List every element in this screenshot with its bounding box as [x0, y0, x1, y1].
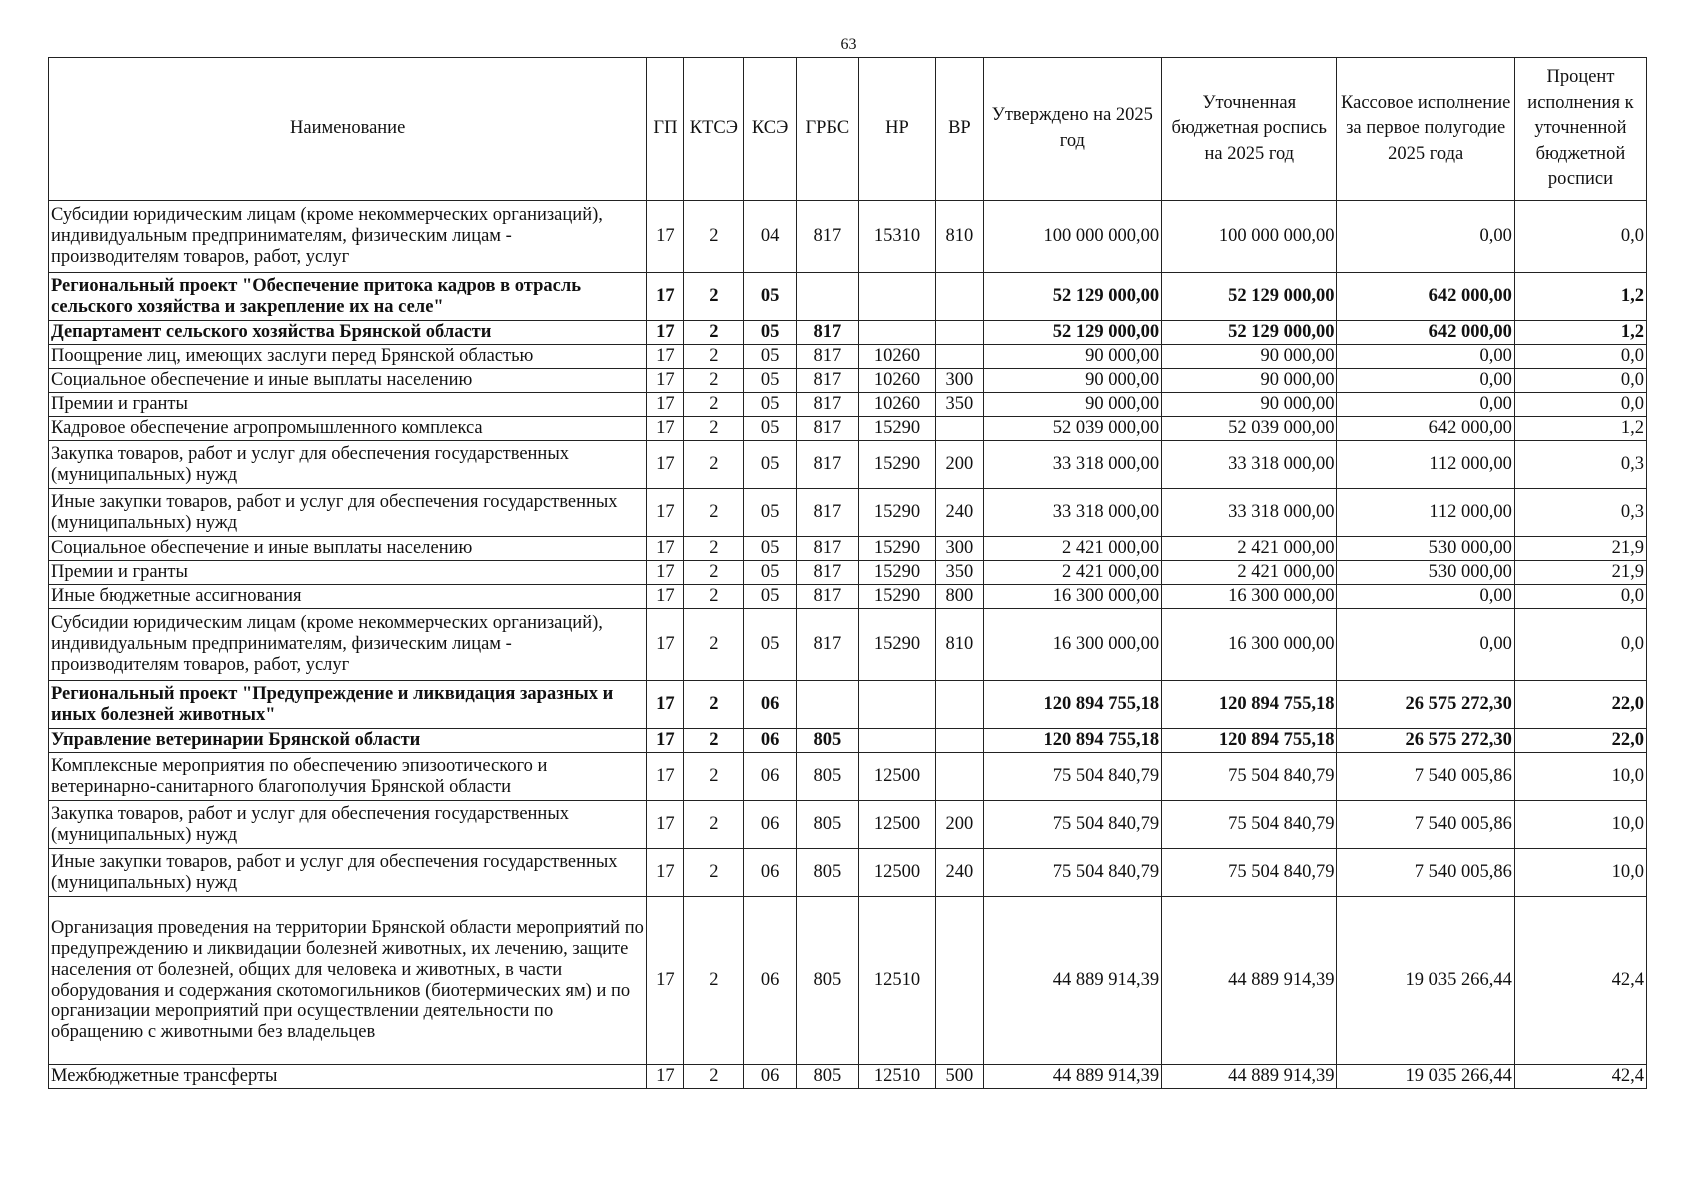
table-row — [49, 201, 1647, 273]
cell-name: Иные закупки товаров, работ и услуг для обеспечения государственных (муниципальных) нужд — [49, 489, 647, 537]
cell-percent: 22,0 — [1514, 681, 1646, 729]
table-row — [49, 585, 1647, 609]
cell-vr — [936, 273, 983, 321]
cell-cash: 530 000,00 — [1337, 561, 1514, 585]
cell-kse: 05 — [744, 609, 797, 681]
cell-refined: 44 889 914,39 — [1162, 897, 1337, 1065]
cell-cash: 0,00 — [1337, 585, 1514, 609]
cell-percent: 0,0 — [1514, 393, 1646, 417]
column-header-percent: Процент исполнения к уточненной бюджетной росписи — [1514, 58, 1646, 201]
cell-ktse: 2 — [684, 441, 744, 489]
cell-kse: 06 — [744, 681, 797, 729]
column-header-np: НР — [858, 58, 935, 201]
cell-percent: 10,0 — [1514, 753, 1646, 801]
table-row — [49, 489, 1647, 537]
cell-gp: 17 — [647, 753, 684, 801]
cell-refined: 52 129 000,00 — [1162, 273, 1337, 321]
cell-cash: 0,00 — [1337, 345, 1514, 369]
cell-approved: 75 504 840,79 — [983, 753, 1161, 801]
cell-grbs: 817 — [796, 609, 858, 681]
cell-grbs: 817 — [796, 345, 858, 369]
cell-gp: 17 — [647, 441, 684, 489]
table-body — [49, 201, 1647, 1089]
cell-approved: 120 894 755,18 — [983, 729, 1161, 753]
cell-name: Управление ветеринарии Брянской области — [49, 729, 647, 753]
cell-cash: 19 035 266,44 — [1337, 897, 1514, 1065]
cell-percent: 1,2 — [1514, 417, 1646, 441]
cell-gp: 17 — [647, 801, 684, 849]
cell-name: Поощрение лиц, имеющих заслуги перед Брянской областью — [49, 345, 647, 369]
cell-cash: 26 575 272,30 — [1337, 729, 1514, 753]
cell-kse: 05 — [744, 417, 797, 441]
cell-ktse: 2 — [684, 897, 744, 1065]
cell-name: Комплексные мероприятия по обеспечению эпизоотического и ветеринарно-санитарного благополучия Брянской области — [49, 753, 647, 801]
cell-percent: 1,2 — [1514, 273, 1646, 321]
cell-name: Региональный проект "Предупреждение и ликвидация заразных и иных болезней животных" — [49, 681, 647, 729]
cell-ktse: 2 — [684, 489, 744, 537]
cell-approved: 2 421 000,00 — [983, 537, 1161, 561]
cell-ktse: 2 — [684, 561, 744, 585]
cell-name: Иные бюджетные ассигнования — [49, 585, 647, 609]
column-header-name: Наименование — [49, 58, 647, 201]
cell-refined: 75 504 840,79 — [1162, 849, 1337, 897]
cell-vr: 200 — [936, 441, 983, 489]
cell-name: Кадровое обеспечение агропромышленного комплекса — [49, 417, 647, 441]
cell-grbs: 805 — [796, 729, 858, 753]
cell-name: Закупка товаров, работ и услуг для обеспечения государственных (муниципальных) нужд — [49, 441, 647, 489]
cell-percent: 1,2 — [1514, 321, 1646, 345]
cell-ktse: 2 — [684, 849, 744, 897]
cell-ktse: 2 — [684, 393, 744, 417]
cell-np: 15290 — [858, 585, 935, 609]
cell-refined: 52 039 000,00 — [1162, 417, 1337, 441]
cell-np — [858, 681, 935, 729]
cell-np: 15310 — [858, 201, 935, 273]
cell-percent: 0,0 — [1514, 609, 1646, 681]
cell-kse: 04 — [744, 201, 797, 273]
cell-grbs: 817 — [796, 441, 858, 489]
table-row — [49, 321, 1647, 345]
cell-vr — [936, 417, 983, 441]
cell-cash: 0,00 — [1337, 393, 1514, 417]
cell-kse: 05 — [744, 537, 797, 561]
cell-np — [858, 321, 935, 345]
table-row — [49, 897, 1647, 1065]
cell-cash: 26 575 272,30 — [1337, 681, 1514, 729]
cell-approved: 52 039 000,00 — [983, 417, 1161, 441]
cell-refined: 2 421 000,00 — [1162, 537, 1337, 561]
cell-name: Региональный проект "Обеспечение притока кадров в отрасль сельского хозяйства и закрепление их на селе" — [49, 273, 647, 321]
cell-name: Департамент сельского хозяйства Брянской области — [49, 321, 647, 345]
cell-np: 15290 — [858, 537, 935, 561]
cell-grbs — [796, 273, 858, 321]
table-row — [49, 1065, 1647, 1089]
cell-grbs: 817 — [796, 537, 858, 561]
cell-refined: 16 300 000,00 — [1162, 609, 1337, 681]
cell-np: 12500 — [858, 849, 935, 897]
cell-gp: 17 — [647, 897, 684, 1065]
cell-percent: 22,0 — [1514, 729, 1646, 753]
cell-kse: 06 — [744, 801, 797, 849]
cell-vr: 800 — [936, 585, 983, 609]
cell-kse: 06 — [744, 753, 797, 801]
cell-approved: 16 300 000,00 — [983, 609, 1161, 681]
cell-np: 12510 — [858, 1065, 935, 1089]
cell-kse: 05 — [744, 393, 797, 417]
cell-refined: 120 894 755,18 — [1162, 729, 1337, 753]
cell-name: Иные закупки товаров, работ и услуг для обеспечения государственных (муниципальных) нужд — [49, 849, 647, 897]
cell-refined: 2 421 000,00 — [1162, 561, 1337, 585]
cell-gp: 17 — [647, 849, 684, 897]
cell-name: Закупка товаров, работ и услуг для обеспечения государственных (муниципальных) нужд — [49, 801, 647, 849]
cell-grbs: 805 — [796, 753, 858, 801]
column-header-approved: Утверждено на 2025 год — [983, 58, 1161, 201]
cell-refined: 90 000,00 — [1162, 369, 1337, 393]
cell-kse: 05 — [744, 489, 797, 537]
cell-gp: 17 — [647, 201, 684, 273]
cell-approved: 44 889 914,39 — [983, 897, 1161, 1065]
cell-grbs: 817 — [796, 489, 858, 537]
cell-gp: 17 — [647, 585, 684, 609]
cell-cash: 642 000,00 — [1337, 321, 1514, 345]
cell-grbs: 817 — [796, 585, 858, 609]
cell-approved: 100 000 000,00 — [983, 201, 1161, 273]
cell-name: Премии и гранты — [49, 393, 647, 417]
cell-ktse: 2 — [684, 321, 744, 345]
cell-grbs: 805 — [796, 849, 858, 897]
table-row — [49, 273, 1647, 321]
cell-refined: 90 000,00 — [1162, 393, 1337, 417]
cell-kse: 05 — [744, 441, 797, 489]
cell-np: 15290 — [858, 561, 935, 585]
cell-approved: 33 318 000,00 — [983, 489, 1161, 537]
cell-vr: 810 — [936, 609, 983, 681]
cell-vr — [936, 729, 983, 753]
cell-ktse: 2 — [684, 585, 744, 609]
cell-vr: 240 — [936, 849, 983, 897]
cell-grbs: 805 — [796, 801, 858, 849]
cell-ktse: 2 — [684, 417, 744, 441]
table-row — [49, 609, 1647, 681]
table-header-row — [49, 58, 1647, 201]
cell-approved: 44 889 914,39 — [983, 1065, 1161, 1089]
cell-cash: 7 540 005,86 — [1337, 753, 1514, 801]
cell-np: 10260 — [858, 345, 935, 369]
cell-vr — [936, 321, 983, 345]
cell-name: Субсидии юридическим лицам (кроме некоммерческих организаций), индивидуальным предпринимателям, физическим лицам - производителям товаров, работ, услуг — [49, 201, 647, 273]
column-header-refined: Уточненная бюджетная роспись на 2025 год — [1162, 58, 1337, 201]
cell-ktse: 2 — [684, 609, 744, 681]
cell-percent: 42,4 — [1514, 897, 1646, 1065]
cell-cash: 7 540 005,86 — [1337, 801, 1514, 849]
cell-grbs: 817 — [796, 393, 858, 417]
cell-ktse: 2 — [684, 201, 744, 273]
cell-ktse: 2 — [684, 369, 744, 393]
cell-kse: 06 — [744, 729, 797, 753]
cell-name: Организация проведения на территории Брянской области мероприятий по предупреждению и ликвидации болезней животных, их лечению, защите населения от болезней, общих для человека и животных, в части оборудования и содержания скотомогильников (биотермических ям) и по организации мероприятий при осуществлении деятельности по обращению с животными без владельцев — [49, 897, 647, 1065]
table-row — [49, 681, 1647, 729]
cell-vr: 240 — [936, 489, 983, 537]
column-header-ktse: КТСЭ — [684, 58, 744, 201]
cell-gp: 17 — [647, 729, 684, 753]
cell-gp: 17 — [647, 537, 684, 561]
table-row — [49, 345, 1647, 369]
cell-grbs — [796, 681, 858, 729]
cell-approved: 16 300 000,00 — [983, 585, 1161, 609]
cell-percent: 0,0 — [1514, 201, 1646, 273]
cell-gp: 17 — [647, 681, 684, 729]
cell-vr: 200 — [936, 801, 983, 849]
cell-np: 10260 — [858, 369, 935, 393]
column-header-grbs: ГРБС — [796, 58, 858, 201]
cell-vr: 810 — [936, 201, 983, 273]
cell-cash: 0,00 — [1337, 369, 1514, 393]
cell-kse: 05 — [744, 345, 797, 369]
cell-kse: 06 — [744, 849, 797, 897]
cell-np: 12500 — [858, 801, 935, 849]
cell-ktse: 2 — [684, 801, 744, 849]
cell-name: Субсидии юридическим лицам (кроме некоммерческих организаций), индивидуальным предпринимателям, физическим лицам - производителям товаров, работ, услуг — [49, 609, 647, 681]
table-row — [49, 369, 1647, 393]
cell-approved: 33 318 000,00 — [983, 441, 1161, 489]
cell-ktse: 2 — [684, 753, 744, 801]
cell-kse: 05 — [744, 369, 797, 393]
table-row — [49, 417, 1647, 441]
cell-percent: 21,9 — [1514, 537, 1646, 561]
cell-grbs: 817 — [796, 417, 858, 441]
cell-refined: 33 318 000,00 — [1162, 489, 1337, 537]
cell-np: 15290 — [858, 417, 935, 441]
table-row — [49, 441, 1647, 489]
column-header-kse: КСЭ — [744, 58, 797, 201]
cell-cash: 642 000,00 — [1337, 417, 1514, 441]
cell-refined: 90 000,00 — [1162, 345, 1337, 369]
cell-percent: 0,0 — [1514, 585, 1646, 609]
cell-percent: 0,0 — [1514, 369, 1646, 393]
cell-gp: 17 — [647, 561, 684, 585]
cell-percent: 0,0 — [1514, 345, 1646, 369]
cell-ktse: 2 — [684, 345, 744, 369]
cell-percent: 0,3 — [1514, 489, 1646, 537]
cell-refined: 16 300 000,00 — [1162, 585, 1337, 609]
cell-np: 12500 — [858, 753, 935, 801]
cell-kse: 05 — [744, 585, 797, 609]
cell-percent: 0,3 — [1514, 441, 1646, 489]
cell-grbs: 805 — [796, 897, 858, 1065]
table-row — [49, 753, 1647, 801]
cell-name: Социальное обеспечение и иные выплаты населению — [49, 369, 647, 393]
cell-np: 15290 — [858, 489, 935, 537]
cell-grbs: 817 — [796, 321, 858, 345]
cell-percent: 42,4 — [1514, 1065, 1646, 1089]
cell-gp: 17 — [647, 369, 684, 393]
cell-grbs: 817 — [796, 561, 858, 585]
cell-cash: 112 000,00 — [1337, 441, 1514, 489]
cell-gp: 17 — [647, 609, 684, 681]
cell-approved: 2 421 000,00 — [983, 561, 1161, 585]
cell-kse: 06 — [744, 897, 797, 1065]
cell-refined: 120 894 755,18 — [1162, 681, 1337, 729]
cell-grbs: 817 — [796, 201, 858, 273]
cell-cash: 642 000,00 — [1337, 273, 1514, 321]
cell-refined: 33 318 000,00 — [1162, 441, 1337, 489]
cell-name: Межбюджетные трансферты — [49, 1065, 647, 1089]
cell-ktse: 2 — [684, 681, 744, 729]
cell-vr: 350 — [936, 393, 983, 417]
cell-approved: 52 129 000,00 — [983, 273, 1161, 321]
table-row — [49, 849, 1647, 897]
cell-cash: 530 000,00 — [1337, 537, 1514, 561]
cell-np: 15290 — [858, 441, 935, 489]
cell-refined: 75 504 840,79 — [1162, 801, 1337, 849]
cell-gp: 17 — [647, 1065, 684, 1089]
cell-gp: 17 — [647, 273, 684, 321]
budget-table — [48, 57, 1647, 1089]
cell-np — [858, 729, 935, 753]
cell-vr: 300 — [936, 369, 983, 393]
cell-vr: 500 — [936, 1065, 983, 1089]
cell-ktse: 2 — [684, 729, 744, 753]
cell-ktse: 2 — [684, 273, 744, 321]
cell-cash: 0,00 — [1337, 201, 1514, 273]
cell-kse: 05 — [744, 321, 797, 345]
page-number: 63 — [840, 36, 857, 53]
cell-cash: 0,00 — [1337, 609, 1514, 681]
cell-grbs: 817 — [796, 369, 858, 393]
cell-vr — [936, 681, 983, 729]
cell-refined: 100 000 000,00 — [1162, 201, 1337, 273]
cell-approved: 75 504 840,79 — [983, 849, 1161, 897]
table-row — [49, 729, 1647, 753]
cell-kse: 06 — [744, 1065, 797, 1089]
cell-approved: 52 129 000,00 — [983, 321, 1161, 345]
column-header-vr: ВР — [936, 58, 983, 201]
table-row — [49, 561, 1647, 585]
cell-gp: 17 — [647, 321, 684, 345]
cell-gp: 17 — [647, 393, 684, 417]
cell-vr — [936, 753, 983, 801]
column-header-cash: Кассовое исполнение за первое полугодие 2025 года — [1337, 58, 1514, 201]
cell-gp: 17 — [647, 345, 684, 369]
cell-ktse: 2 — [684, 1065, 744, 1089]
cell-grbs: 805 — [796, 1065, 858, 1089]
cell-vr: 350 — [936, 561, 983, 585]
cell-cash: 112 000,00 — [1337, 489, 1514, 537]
cell-np: 12510 — [858, 897, 935, 1065]
cell-cash: 7 540 005,86 — [1337, 849, 1514, 897]
cell-approved: 90 000,00 — [983, 345, 1161, 369]
cell-percent: 21,9 — [1514, 561, 1646, 585]
table-row — [49, 801, 1647, 849]
cell-refined: 75 504 840,79 — [1162, 753, 1337, 801]
cell-np: 10260 — [858, 393, 935, 417]
cell-gp: 17 — [647, 489, 684, 537]
cell-vr — [936, 345, 983, 369]
cell-name: Премии и гранты — [49, 561, 647, 585]
cell-vr — [936, 897, 983, 1065]
cell-approved: 75 504 840,79 — [983, 801, 1161, 849]
cell-kse: 05 — [744, 561, 797, 585]
cell-gp: 17 — [647, 417, 684, 441]
cell-np: 15290 — [858, 609, 935, 681]
cell-percent: 10,0 — [1514, 849, 1646, 897]
cell-approved: 90 000,00 — [983, 393, 1161, 417]
cell-percent: 10,0 — [1514, 801, 1646, 849]
table-row — [49, 393, 1647, 417]
cell-refined: 52 129 000,00 — [1162, 321, 1337, 345]
cell-approved: 120 894 755,18 — [983, 681, 1161, 729]
column-header-gp: ГП — [647, 58, 684, 201]
cell-name: Социальное обеспечение и иные выплаты населению — [49, 537, 647, 561]
cell-ktse: 2 — [684, 537, 744, 561]
table-row — [49, 537, 1647, 561]
cell-kse: 05 — [744, 273, 797, 321]
cell-vr: 300 — [936, 537, 983, 561]
cell-np — [858, 273, 935, 321]
cell-refined: 44 889 914,39 — [1162, 1065, 1337, 1089]
cell-cash: 19 035 266,44 — [1337, 1065, 1514, 1089]
cell-approved: 90 000,00 — [983, 369, 1161, 393]
